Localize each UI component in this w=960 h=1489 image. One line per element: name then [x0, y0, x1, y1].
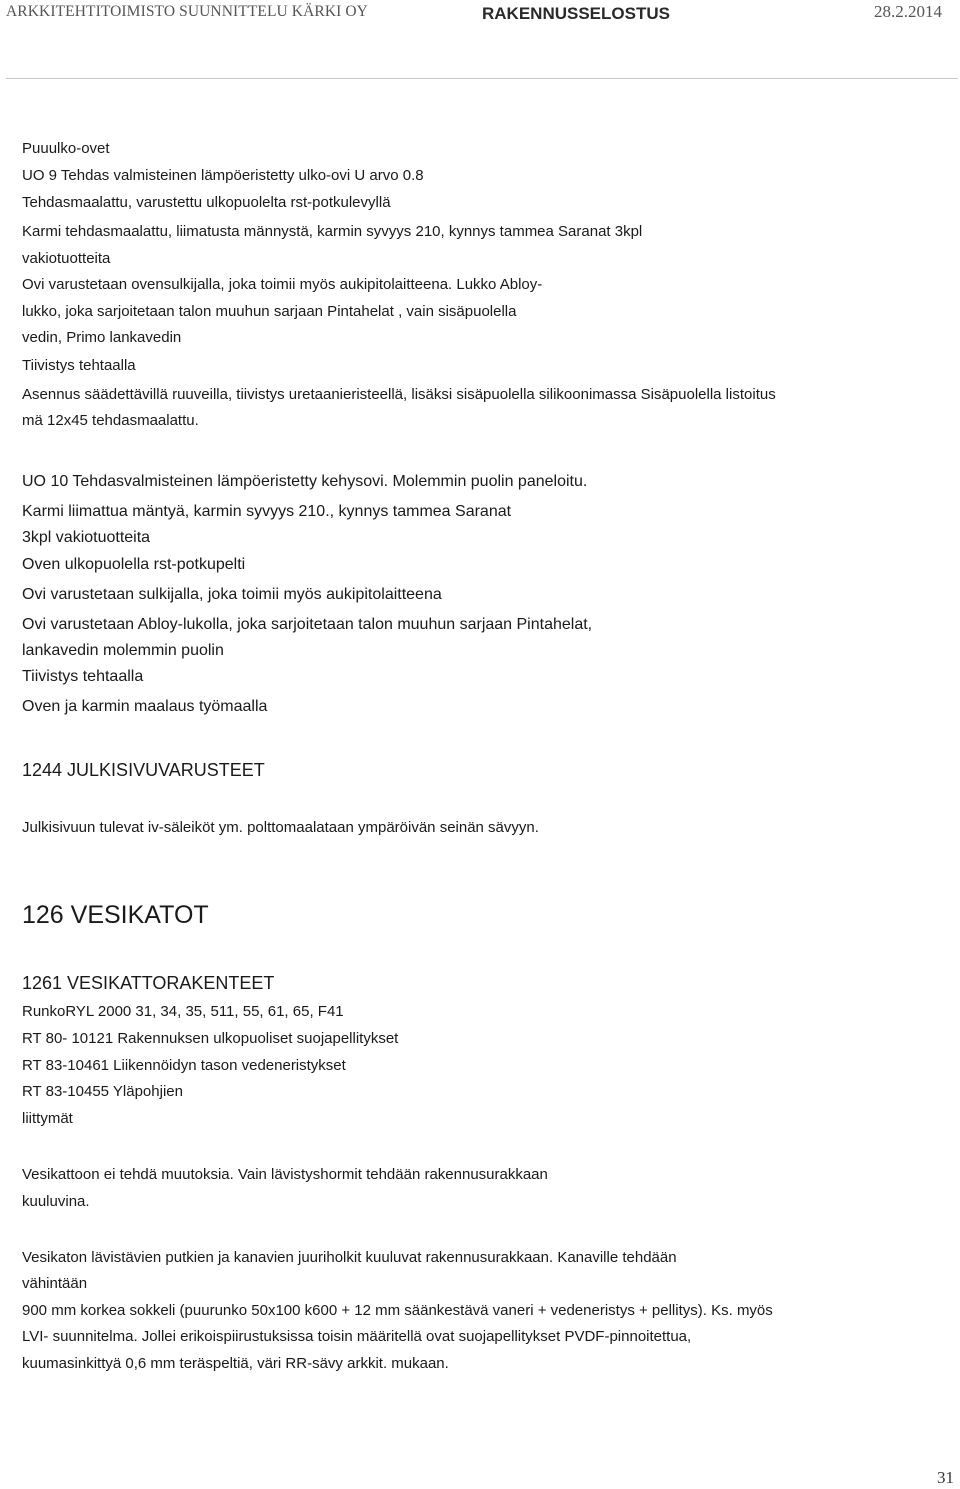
paragraph-line: 3kpl vakiotuotteita	[22, 529, 151, 546]
paragraph-line: vähintään	[22, 1275, 88, 1292]
paragraph-line: Asennus säädettävillä ruuveilla, tiivistys uretaanieristeellä, lisäksi sisäpuolella silikoonimassa Sisäpuolella listoitus	[22, 386, 776, 403]
section-heading-1244: 1244 JULKISIVUVARUSTEET	[22, 760, 265, 780]
section-subtitle-puuulko-ovet: Puuulko-ovet	[22, 140, 110, 157]
paragraph-line: UO 10 Tehdasvalmisteinen lämpöeristetty kehysovi. Molemmin puolin paneloitu.	[22, 473, 588, 490]
paragraph-line: Oven ulkopuolella rst-potkupelti	[22, 556, 246, 573]
paragraph-line: Vesikattoon ei tehdä muutoksia. Vain lävistyshormit tehdään rakennusurakkaan	[22, 1166, 548, 1183]
reference-line: RT 80- 10121 Rakennuksen ulkopuoliset suojapellitykset	[22, 1030, 399, 1047]
paragraph-line: 900 mm korkea sokkeli (puurunko 50x100 k600 + 12 mm säänkestävä vaneri + vedeneristys + pellitys). Ks. myös	[22, 1302, 773, 1319]
paragraph-line: Tiivistys tehtaalla	[22, 668, 144, 685]
paragraph-line: Vesikaton lävistävien putkien ja kanavien juuriholkit kuuluvat rakennusurakkaan. Kanaville tehdään	[22, 1249, 677, 1266]
paragraph-line: Tehdasmaalattu, varustettu ulkopuolelta rst-potkulevyllä	[22, 194, 391, 211]
document-title: RAKENNUSSELOSTUS	[482, 4, 670, 23]
paragraph-line: Tiivistys tehtaalla	[22, 357, 136, 374]
paragraph-line: vedin, Primo lankavedin	[22, 329, 182, 346]
section-heading-126: 126 VESIKATOT	[22, 901, 209, 929]
company-name: ARKKITEHTITOIMISTO SUUNNITTELU KÄRKI OY	[6, 3, 368, 20]
paragraph-line: LVI- suunnitelma. Jollei erikoispiirustuksissa toisin määritellä ovat suojapellitykset PVDF-pinnoitettua,	[22, 1328, 692, 1345]
paragraph-line: Karmi tehdasmaalattu, liimatusta männystä, karmin syvyys 210, kynnys tammea Saranat 3kpl	[22, 223, 643, 240]
paragraph-line: vakiotuotteita	[22, 250, 111, 267]
paragraph-line: Julkisivuun tulevat iv-säleiköt ym. polttomaalataan ympäröivän seinän sävyyn.	[22, 819, 539, 836]
paragraph-line: Ovi varustetaan sulkijalla, joka toimii myös aukipitolaitteena	[22, 586, 442, 603]
reference-line: RT 83-10461 Liikennöidyn tason vedeneristykset	[22, 1057, 346, 1074]
reference-line: RT 83-10455 Yläpohjien	[22, 1083, 183, 1100]
reference-line: RunkoRYL 2000 31, 34, 35, 511, 55, 61, 65, F41	[22, 1003, 344, 1020]
page-header	[0, 0, 960, 80]
paragraph-line: mä 12x45 tehdasmaalattu.	[22, 412, 199, 429]
paragraph-line: Oven ja karmin maalaus työmaalla	[22, 698, 268, 715]
paragraph-line: UO 9 Tehdas valmisteinen lämpöeristetty ulko-ovi U arvo 0.8	[22, 167, 424, 184]
paragraph-line: Karmi liimattua mäntyä, karmin syvyys 210., kynnys tammea Saranat	[22, 503, 512, 520]
paragraph-line: lukko, joka sarjoitetaan talon muuhun sarjaan Pintahelat , vain sisäpuolella	[22, 303, 517, 320]
header-divider	[6, 78, 958, 79]
document-date: 28.2.2014	[874, 2, 942, 21]
page-number: 31	[937, 1468, 954, 1487]
reference-line: liittymät	[22, 1110, 73, 1127]
paragraph-line: Ovi varustetaan ovensulkijalla, joka toimii myös aukipitolaitteena. Lukko Abloy-	[22, 276, 543, 293]
paragraph-line: kuumasinkittyä 0,6 mm teräspeltiä, väri RR-sävy arkkit. mukaan.	[22, 1355, 449, 1372]
paragraph-line: lankavedin molemmin puolin	[22, 642, 224, 659]
section-heading-1261: 1261 VESIKATTORAKENTEET	[22, 973, 275, 993]
paragraph-line: Ovi varustetaan Abloy-lukolla, joka sarjoitetaan talon muuhun sarjaan Pintahelat,	[22, 616, 593, 633]
paragraph-line: kuuluvina.	[22, 1193, 90, 1210]
